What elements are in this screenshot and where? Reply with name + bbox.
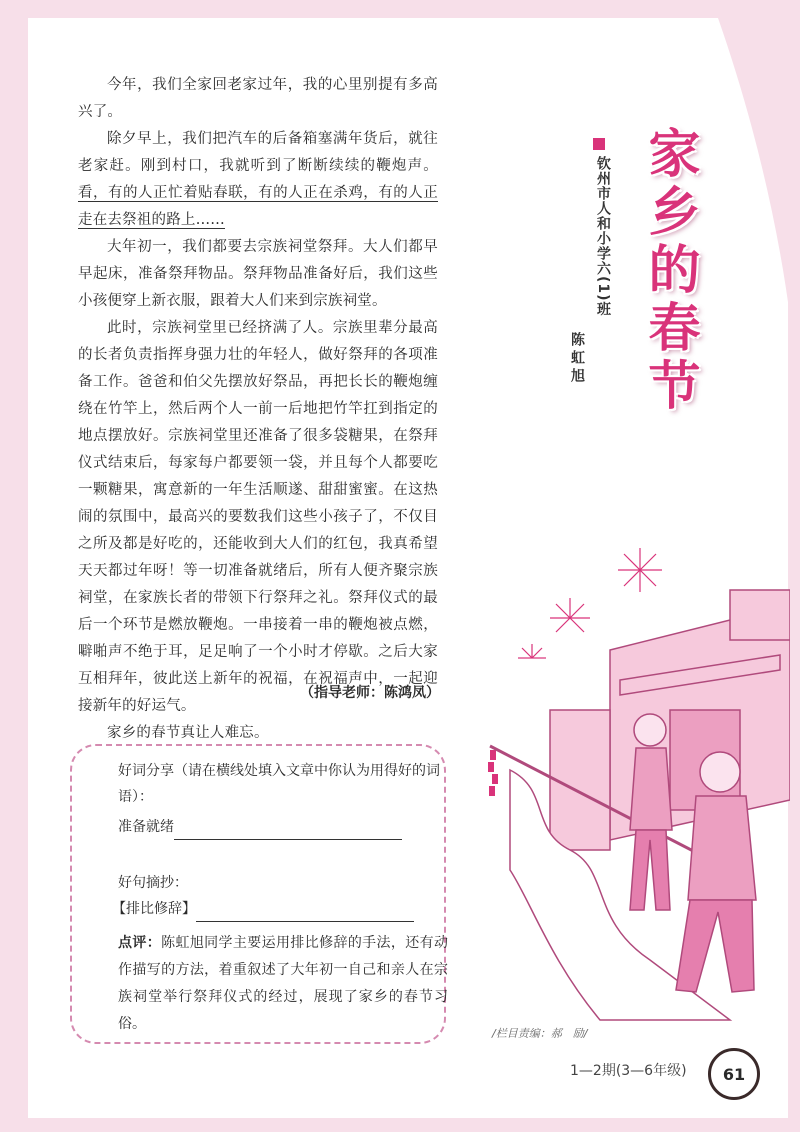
column-editor: /栏目责编：郝 励/ [492,1027,588,1040]
good-sentence-item: 【排比修辞】 [112,901,196,917]
review-label: 点评： [118,935,162,951]
good-sentence-blank[interactable] [196,901,414,922]
fireworks-icon [518,548,662,658]
good-words-instruction: （请在横线处填入文章中你认为用得好的词语）： [118,763,440,805]
school-class: 钦州市人和小学六(1)班 [595,156,611,317]
good-sentence-label: 好句摘抄： [118,875,188,891]
teacher-credit: （指导老师：陈鸿凤） [300,685,440,701]
good-sentence-label-row [118,870,448,896]
paragraph-1: 今年，我们全家回老家过年，我的心里别提有多高兴了。 [78,77,438,120]
good-words-answer-row [118,814,448,840]
new-year-illustration [470,540,790,1040]
page-number: 61 [708,1048,760,1100]
good-words-row [118,758,448,810]
good-words-item: 准备就绪 [118,819,174,835]
paragraph-4: 此时，宗族祠堂里已经挤满了人。宗族里辈分最高的长者负责指挥身强力壮的年轻人，做好祭拜的各项准备工作。爸爸和伯父先摆放好祭品，再把长长的鞭炮缠绕在竹竿上，然后两个人一前一后地把竹竿扛到指定的地点摆放好。宗族祠堂里还准备了很多袋糖果，在祭拜仪式结束后，每家每户都要领一袋，并且每个人都要吃一颗糖果，寓意新的一年生活顺遂、甜甜蜜蜜。在这热闹的氛围中，最高兴的要数我们这些小孩子了，不仅目之所及都是好吃的，还能收到大人们的红包，我真希望天天都过年呀！等一切准备就绪后，所有人便齐聚宗族祠堂，在家族长者的带领下行祭拜之礼。祭拜仪式的最后一个环节是燃放鞭炮。一串接着一串的鞭炮被点燃，噼啪声不绝于耳，足足响了一个小时才停歇。之后大家互相拜年，彼此送上新年的祝福，在祝福声中，一起迎接新年的好运气。 [78,320,438,714]
article-title: 家乡的春节 [639,126,699,416]
article-body [78,72,438,747]
paragraph-5: 家乡的春节真让人难忘。 [107,725,269,741]
title-marker-icon [593,138,605,150]
issue-label: 1—2期(3—6年级) [570,1063,687,1079]
firecracker-icon [488,750,498,796]
good-words-blank[interactable] [174,819,402,840]
review-text: 陈虹旭同学主要运用排比修辞的手法，还有动作描写的方法，着重叙述了大年初一自己和亲人在宗族祠堂举行祭拜仪式的经过，展现了家乡的春节习俗。 [118,935,449,1032]
paragraph-3: 大年初一，我们都要去宗族祠堂祭拜。大人们都早早起床，准备祭拜物品。祭拜物品准备好后，我们这些小孩便穿上新衣服，跟着大人们来到宗族祠堂。 [78,239,438,309]
good-words-label: 好词分享 [118,763,174,779]
review-text-block [118,930,448,1038]
good-sentence-answer-row [112,896,448,922]
paragraph-2: 除夕早上，我们把汽车的后备箱塞满年货后，就往老家赶。刚到村口，我就听到了断断续续的鞭炮声。看，有的人正忙着贴春联，有的人正在杀鸡，有的人正走在去祭祖的路上…… [78,131,438,228]
author-name: 陈虹旭 [569,332,585,386]
underlined-sentence: 看，有的人正忙着贴春联，有的人正在杀鸡，有的人正走在去祭祖的路上…… [78,185,438,228]
exercise-content [112,758,448,922]
